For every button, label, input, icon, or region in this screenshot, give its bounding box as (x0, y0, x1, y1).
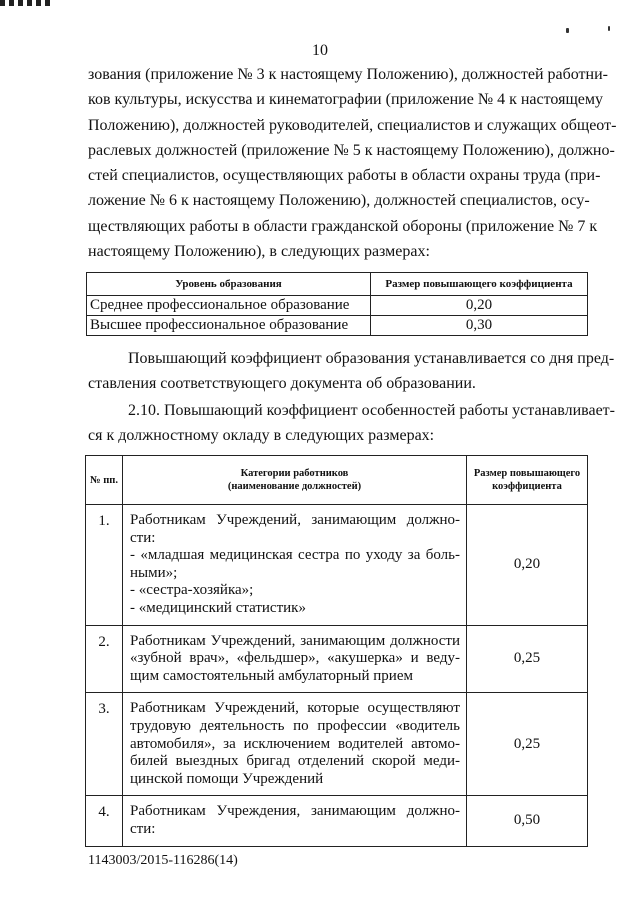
category-line: трудовую деятельность по профессии «водитель (130, 717, 460, 734)
work-features-table (85, 455, 588, 847)
category-cell (123, 505, 467, 626)
text-line: ложение № 6 к настоящему Положению), должностей специалистов, осу- (88, 192, 590, 210)
coefficient-value: 0,30 (371, 316, 588, 336)
education-table (86, 272, 588, 336)
category-line: сти: (130, 529, 156, 546)
table-row (86, 625, 588, 693)
scan-speck (608, 26, 610, 31)
category-line: сти: (130, 820, 156, 837)
intro-paragraph (88, 62, 617, 264)
coefficient-value: 0,25 (467, 693, 588, 796)
category-line: билей выездных бригад отделений скорой меди- (130, 753, 460, 770)
section-2-10-paragraph (88, 398, 615, 449)
table-header-row (87, 273, 588, 296)
category-line: - «медицинский статистик» (130, 599, 306, 616)
category-line: Работникам Учреждений, занимающим должно- (130, 512, 460, 528)
category-line: - «младшая медицинская сестра по уходу за боль- (130, 547, 460, 564)
education-level: Высшее профессиональное образование (87, 316, 371, 336)
document-code: 1143003/2015-116286(14) (88, 853, 238, 868)
column-header: Размер повышающего коэффициента (371, 273, 588, 296)
education-level: Среднее профессиональное образование (87, 296, 371, 316)
page-number: 10 (312, 42, 328, 59)
header-line: коэффициента (492, 481, 562, 492)
text-line: стей специалистов, осуществляющих работы в области охраны труда (при- (88, 167, 601, 185)
text-line: зования (приложение № 3 к настоящему Положению), должностей работни- (88, 66, 608, 83)
coefficient-value: 0,20 (371, 296, 588, 316)
text-line: 2.10. Повышающий коэффициент особенностей работы устанавливает- (128, 402, 615, 419)
text-line: ществляющих работы в области гражданской обороны (приложение № 7 к (88, 217, 598, 235)
coefficient-value: 0,20 (467, 505, 588, 626)
text-line: ков культуры, искусства и кинематографии (приложение № 4 к настоящему (88, 91, 604, 109)
table-header-row (86, 456, 588, 505)
column-header-coefficient (467, 456, 588, 505)
category-cell (123, 693, 467, 796)
table-row (86, 693, 588, 796)
header-line: (наименование должностей) (227, 481, 362, 492)
scan-mark (0, 0, 50, 6)
scan-speck (566, 28, 569, 33)
coefficient-value: 0,50 (467, 796, 588, 846)
category-line: автомобиля», за исключением водителей автомо- (130, 735, 460, 752)
header-line: Размер повышающего (473, 468, 581, 479)
category-cell (123, 796, 467, 846)
column-header: Уровень образования (87, 273, 371, 296)
education-note-paragraph (88, 346, 615, 397)
category-line: Работникам Учреждения, занимающим должно- (130, 803, 460, 820)
category-line: Работникам Учреждений, занимающим должности (130, 632, 460, 649)
category-line: «зубной врач», «фельдшер», «акушерка» и веду- (130, 650, 460, 667)
category-line: ными»; (130, 564, 178, 581)
category-line: цинской помощи Учреждений (130, 770, 324, 787)
row-number: 3. (86, 693, 123, 796)
category-line: - «сестра-хозяйка»; (130, 582, 254, 599)
text-line: ся к должностному окладу в следующих размерах: (88, 427, 435, 445)
text-line: ставления соответствующего документа об образовании. (88, 375, 476, 393)
table-row (87, 316, 588, 336)
column-header-number: № пп. (86, 456, 123, 505)
category-line: щим самостоятельный амбулаторный прием (130, 667, 413, 684)
text-line: Повышающий коэффициент образования устанавливается со дня пред- (128, 350, 615, 367)
row-number: 1. (86, 505, 123, 626)
text-line: настоящему Положению), в следующих размерах: (88, 243, 430, 261)
text-line: раслевых должностей (приложение № 5 к настоящему Положению), должно- (88, 141, 615, 159)
category-line: Работникам Учреждений, которые осуществляют (130, 700, 460, 717)
table-row (86, 796, 588, 846)
coefficient-value: 0,25 (467, 625, 588, 693)
table-row (87, 296, 588, 316)
row-number: 2. (86, 625, 123, 693)
row-number: 4. (86, 796, 123, 846)
category-cell (123, 625, 467, 693)
text-line: Положению), должностей руководителей, специалистов и служащих общеот- (88, 116, 617, 134)
header-line: Категории работников (240, 468, 349, 479)
table-row (86, 505, 588, 626)
column-header-category (123, 456, 467, 505)
